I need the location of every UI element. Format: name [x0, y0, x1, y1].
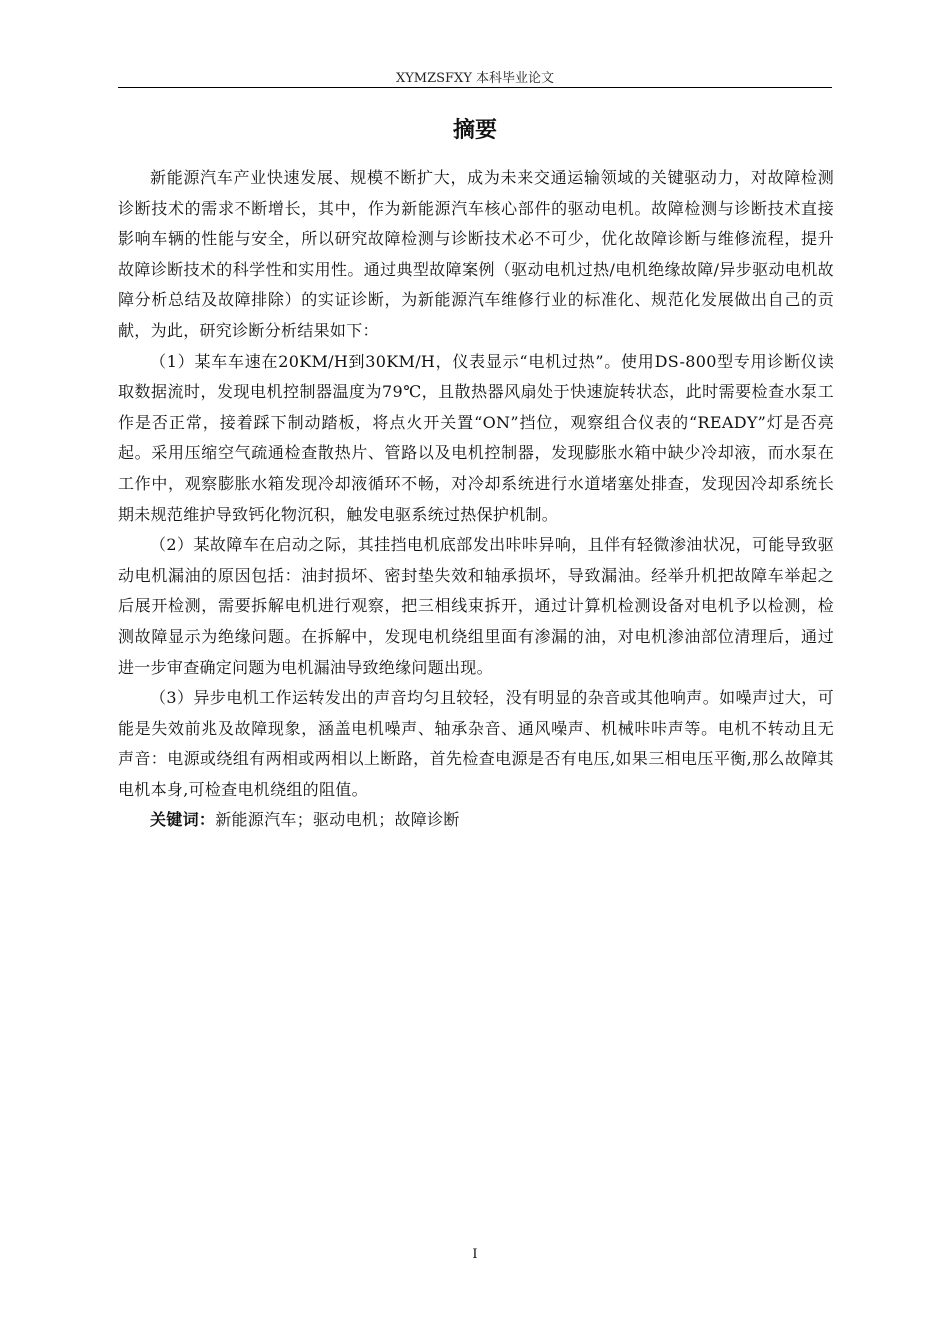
running-header: XYMZSFXY 本科毕业论文 — [395, 71, 555, 86]
abstract-paragraph-case-2: （2）某故障车在启动之际，其挂挡电机底部发出咔咔异响，且伴有轻微渗油状况，可能导致驱动电机漏油的原因包括：油封损坏、密封垫失效和轴承损坏，导致漏油。经举升机把故障车举起之后展开检测，需要拆解电机进行观察，把三相线束拆开，通过计算机检测设备对电机予以检测，检测故障显示为绝缘问题。在拆解中，发现电机绕组里面有渗漏的油，对电机渗油部位清理后，通过进一步审查确定问题为电机漏油导致绝缘问题出现。 — [118, 535, 834, 677]
abstract-paragraph-intro: 新能源汽车产业快速发展、规模不断扩大，成为未来交通运输领域的关键驱动力，对故障检测诊断技术的需求不断增长，其中，作为新能源汽车核心部件的驱动电机。故障检测与诊断技术直接影响车辆的性能与安全，所以研究故障检测与诊断技术必不可少，优化故障诊断与维修流程，提升故障诊断技术的科学性和实用性。通过典型故障案例（驱动电机过热/电机绝缘故障/异步驱动电机故障分析总结及故障排除）的实证诊断，为新能源汽车维修行业的标准化、规范化发展做出自己的贡献，为此，研究诊断分析结果如下： — [118, 168, 834, 340]
abstract-paragraph-case-3: （3）异步电机工作运转发出的声音均匀且较轻，没有明显的杂音或其他响声。如噪声过大，可能是失效前兆及故障现象，涵盖电机噪声、轴承杂音、通风噪声、机械咔咔声等。电机不转动且无声音：电源或绕组有两相或两相以上断路，首先检查电源是否有电压,如果三相电压平衡,那么故障其电机本身,可检查电机绕组的阻值。 — [118, 688, 834, 799]
abstract-body — [118, 163, 834, 836]
header-divider — [118, 87, 832, 88]
keywords-text: 新能源汽车；驱动电机；故障诊断 — [215, 810, 460, 830]
abstract-paragraph-case-1: （1）某车车速在20KM/H到30KM/H，仪表显示“电机过热”。使用DS-800型专用诊断仪读取数据流时，发现电机控制器温度为79℃，且散热器风扇处于快速旋转状态，此时需要检查水泵工作是否正常，接着踩下制动踏板，将点火开关置“ON”挡位，观察组合仪表的“READY”灯是否亮起。采用压缩空气疏通检查散热片、管路以及电机控制器，发现膨胀水箱中缺少冷却液，而水泵在工作中，观察膨胀水箱发现冷却液循环不畅，对冷却系统进行水道堵塞处排查，发现因冷却系统长期未规范维护导致钙化物沉积，触发电驱系统过热保护机制。 — [118, 351, 834, 524]
page-number: I — [472, 1247, 478, 1262]
keywords-label: 关键词： — [150, 810, 216, 830]
abstract-title: 摘要 — [452, 118, 497, 143]
keywords-line — [118, 805, 834, 836]
